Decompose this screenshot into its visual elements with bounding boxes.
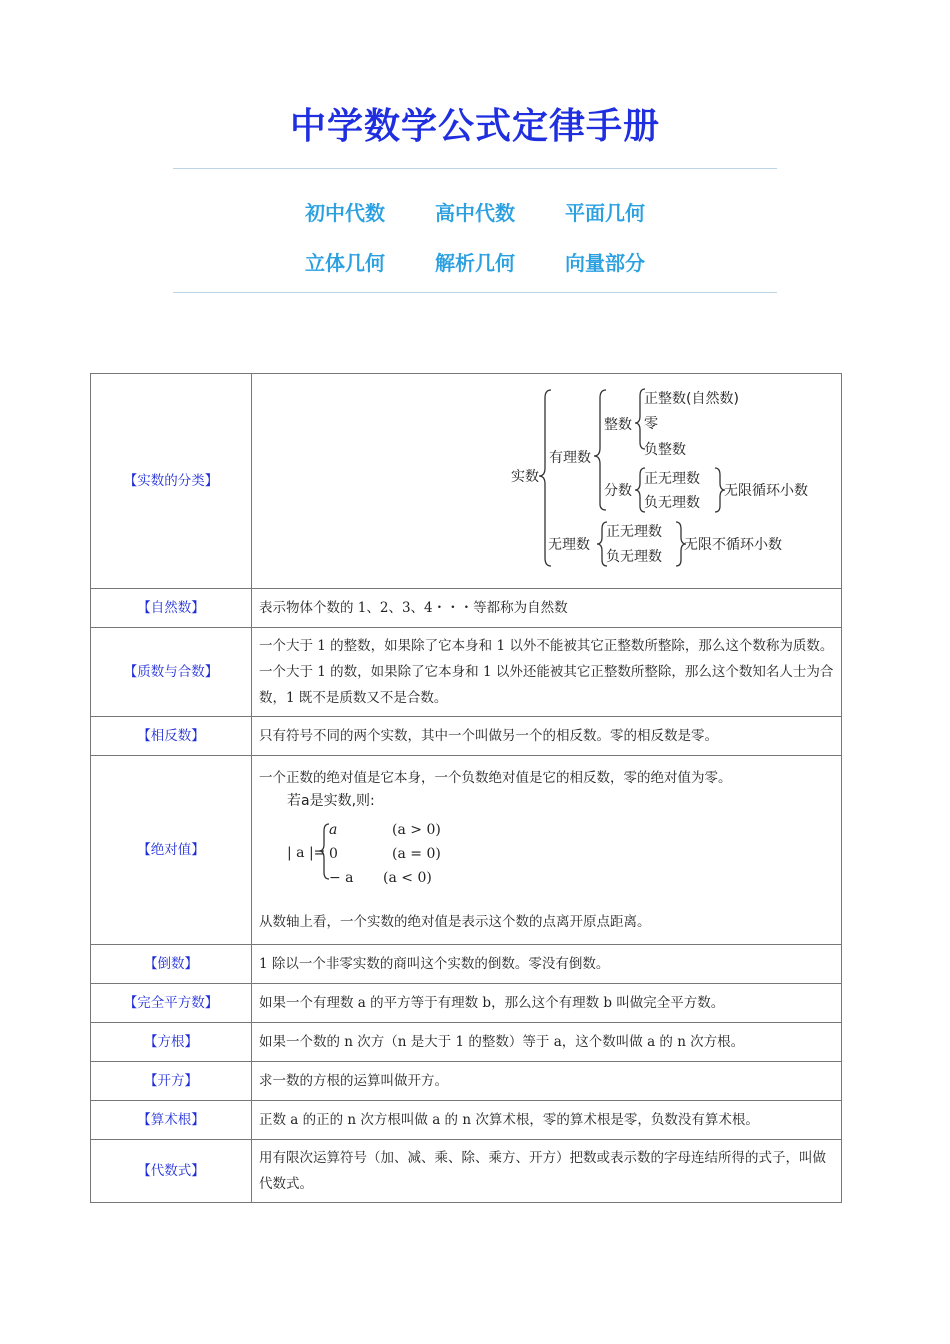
row-text: 从数轴上看，一个实数的绝对值是表示这个数的点离开原点距离。 [259,914,651,930]
row-label: 【实数的分类】 [91,374,252,589]
tree-zero: 零 [644,416,658,432]
row-text: 如果一个数的 n 次方（n 是大于 1 的整数）等于 a，这个数叫做 a 的 n 次方根。 [252,1023,842,1062]
tree-positive-rational: 正无理数 [644,471,700,487]
row-label: 【代数式】 [91,1140,252,1203]
row-text: 表示物体个数的 1、2、3、4・・・等都称为自然数 [252,589,842,628]
row-label: 【倒数】 [91,945,252,984]
nav-link-senior-algebra[interactable]: 高中代数 [435,201,515,225]
real-number-tree [252,374,842,589]
formula-table [90,373,842,1203]
tree-positive-integer: 正整数(自然数) [644,391,739,407]
table-row [91,1101,842,1140]
title-divider [173,168,777,169]
nav-row-1 [0,197,950,226]
row-label: 【方根】 [91,1023,252,1062]
table-row [91,945,842,984]
case-value-3: − a [329,870,354,886]
case-value-2: 0 [329,846,338,862]
formula-lhs: | a |= [287,845,326,861]
row-text: 一个大于 1 的整数，如果除了它本身和 1 以外不能被其它正整数所整除，那么这个数称为质数。一个大于 1 的数，如果除了它本身和 1 以外还能被其它正整数所整除，那么这个数知名人士为合数，1 既不是质数又不是合数。 [252,628,842,717]
row-text: 1 除以一个非零实数的商叫这个实数的倒数。零没有倒数。 [252,945,842,984]
row-label: 【算术根】 [91,1101,252,1140]
page-title: 中学数学公式定律手册 [289,106,660,147]
row-label: 【开方】 [91,1062,252,1101]
tree-irrational: 无理数 [548,537,590,553]
row-label: 【绝对值】 [91,756,252,945]
nav-divider [173,292,777,293]
tree-fraction-note: 无限循环小数 [724,483,808,499]
formula-intro: 若a是实数,则: [287,793,375,809]
table-row [91,717,842,756]
row-text: 如果一个有理数 a 的平方等于有理数 b，那么这个有理数 b 叫做完全平方数。 [252,984,842,1023]
row-label: 【完全平方数】 [91,984,252,1023]
nav-link-vectors[interactable]: 向量部分 [565,251,645,275]
table-row [91,589,842,628]
absolute-value-formula [259,791,559,909]
row-label: 【质数与合数】 [91,628,252,717]
tree-negative-integer: 负整数 [644,442,686,458]
table-row [91,756,842,945]
tree-negative-irrational: 负无理数 [606,549,662,565]
row-label: 【自然数】 [91,589,252,628]
table-row [91,1140,842,1203]
tree-negative-rational: 负无理数 [644,495,700,511]
nav-link-solid-geometry[interactable]: 立体几何 [305,251,385,275]
tree-fraction: 分数 [604,483,632,499]
case-condition-3: (a < 0) [383,870,432,886]
tree-positive-irrational: 正无理数 [606,524,662,540]
row-label: 【相反数】 [91,717,252,756]
classification-diagram [252,376,842,586]
table-row [91,374,842,589]
case-value-1: a [329,822,338,838]
tree-irrational-note: 无限不循环小数 [684,537,782,553]
case-condition-2: (a = 0) [392,846,441,862]
table-row [91,628,842,717]
absolute-value-cell [252,756,842,945]
nav-row-2 [0,247,950,276]
row-text: 求一数的方根的运算叫做开方。 [252,1062,842,1101]
row-text: 一个正数的绝对值是它本身，一个负数绝对值是它的相反数，零的绝对值为零。 [259,770,732,786]
row-text: 正数 a 的正的 n 次方根叫做 a 的 n 次算术根，零的算术根是零，负数没有算术根。 [252,1101,842,1140]
table-row [91,1023,842,1062]
tree-root: 实数 [511,469,539,485]
tree-rational: 有理数 [549,450,591,466]
table-row [91,984,842,1023]
tree-integer: 整数 [604,417,632,433]
nav-link-plane-geometry[interactable]: 平面几何 [565,201,645,225]
row-text: 只有符号不同的两个实数，其中一个叫做另一个的相反数。零的相反数是零。 [252,717,842,756]
table-row [91,1062,842,1101]
nav-link-junior-algebra[interactable]: 初中代数 [305,201,385,225]
case-condition-1: (a > 0) [392,822,441,838]
nav-link-analytic-geometry[interactable]: 解析几何 [435,251,515,275]
row-text: 用有限次运算符号（加、减、乘、除、乘方、开方）把数或表示数的字母连结所得的式子，叫做代数式。 [252,1140,842,1203]
